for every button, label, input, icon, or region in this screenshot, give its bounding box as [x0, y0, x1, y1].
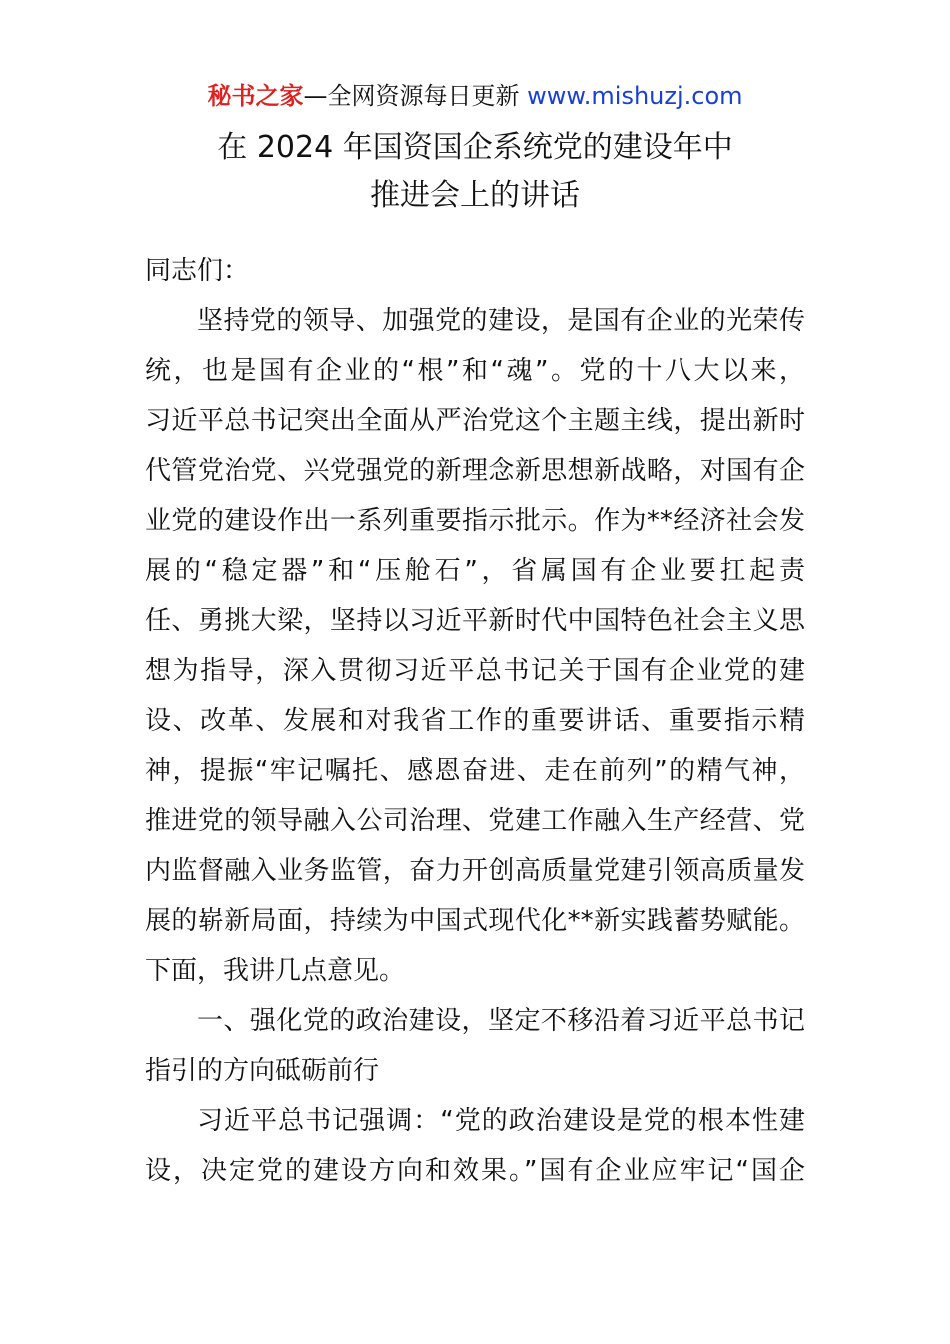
paragraph-line: 下面，我讲几点意见。 [145, 956, 406, 986]
document-body [145, 246, 805, 1196]
paragraph-1 [145, 296, 805, 996]
paragraph-line: 展的“稳定器”和“压舱石”，省属国有企业要扛起责 [145, 556, 805, 586]
paragraph-line: 业党的建设作出一系列重要指示批示。作为**经济社会发 [145, 506, 805, 536]
paragraph-line: 习近平总书记突出全面从严治党这个主题主线，提出新时 [145, 406, 805, 436]
paragraph-line: 统，也是国有企业的“根”和“魂”。党的十八大以来， [145, 356, 805, 386]
paragraph-line: 任、勇挑大梁，坚持以习近平新时代中国特色社会主义思 [145, 606, 805, 636]
paragraph-line: 想为指导，深入贯彻习近平总书记关于国有企业党的建 [145, 656, 805, 686]
document-title-line-2: 推进会上的讲话 [370, 178, 580, 213]
paragraph-line: 设，决定党的建设方向和效果。”国有企业应牢记“国企 [145, 1156, 805, 1186]
brand-name: 秘书之家 [207, 82, 304, 110]
header-tagline: —全网资源每日更新 [303, 82, 528, 110]
paragraph-line: 代管党治党、兴党强党的新理念新思想新战略，对国有企 [145, 456, 805, 486]
paragraph-line: 展的崭新局面，持续为中国式现代化**新实践蓄势赋能。 [145, 906, 805, 936]
section-heading-1 [145, 996, 805, 1096]
document-title-line-1: 在 2024 年国资国企系统党的建设年中 [217, 130, 733, 165]
paragraph-line: 内监督融入业务监管，奋力开创高质量党建引领高质量发 [145, 856, 805, 886]
heading-line: 一、强化党的政治建设，坚定不移沿着习近平总书记 [197, 1006, 805, 1036]
paragraph-line: 设、改革、发展和对我省工作的重要讲话、重要指示精 [145, 706, 805, 736]
site-header [0, 80, 950, 112]
salutation: 同志们： [145, 256, 250, 286]
paragraph-line: 推进党的领导融入公司治理、党建工作融入生产经营、党 [145, 806, 805, 836]
paragraph-2 [145, 1096, 805, 1196]
paragraph-line: 坚持党的领导、加强党的建设，是国有企业的光荣传 [197, 306, 805, 336]
paragraph-line: 习近平总书记强调：“党的政治建设是党的根本性建 [197, 1106, 805, 1136]
heading-line: 指引的方向砥砺前行 [145, 1056, 380, 1086]
site-url-link[interactable]: www.mishuzj.com [527, 82, 743, 110]
paragraph-line: 神，提振“牢记嘱托、感恩奋进、走在前列”的精气神， [145, 756, 805, 786]
